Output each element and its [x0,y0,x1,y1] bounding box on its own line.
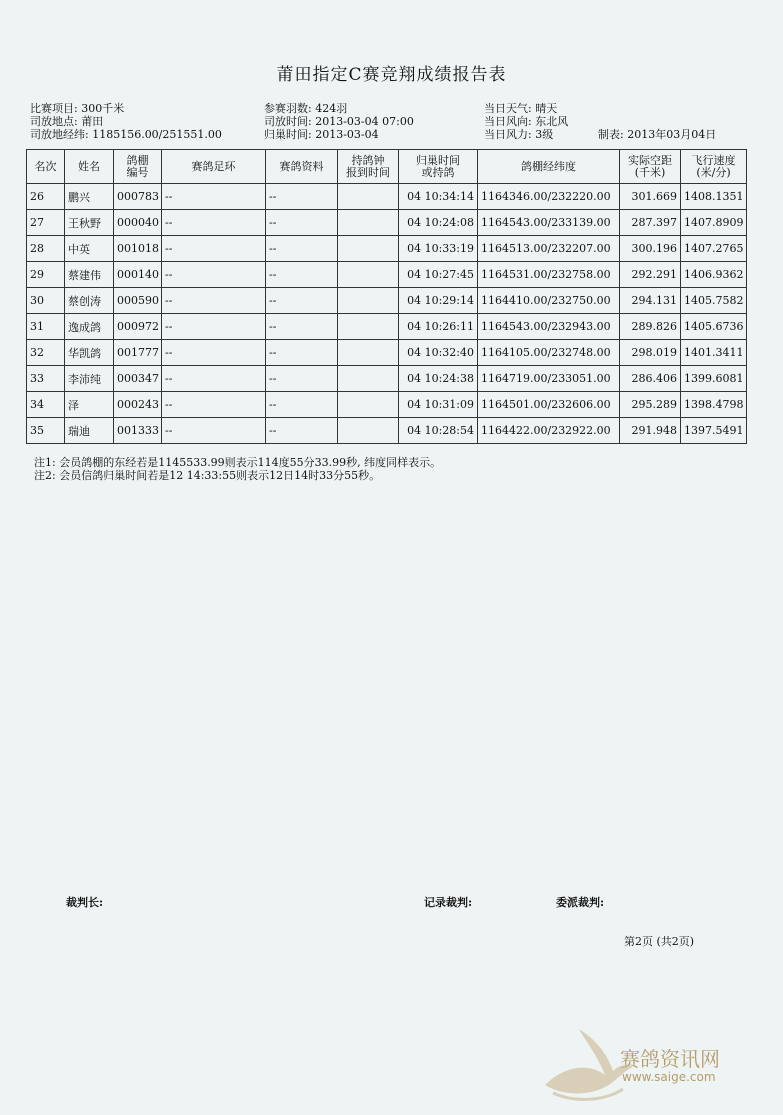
cell-return-time: 04 10:27:45 [399,262,478,288]
cell-speed: 1398.4798 [681,392,747,418]
cell-loft-coords: 1164531.00/232758.00 [478,262,620,288]
header-clock-time: 持鸽钟 报到时间 [338,150,399,184]
cell-distance: 291.948 [620,418,681,444]
note-2: 注2: 会员信鸽归巢时间若是12 14:33:55则表示12日14时33分55秒。 [34,469,381,482]
cell-ring: -- [162,288,266,314]
cell-speed: 1401.3411 [681,340,747,366]
cell-loft-id: 001777 [114,340,162,366]
watermark-text: 赛鸽资讯网 [620,1047,720,1071]
cell-speed: 1407.8909 [681,210,747,236]
cell-name: 王秋野 [65,210,114,236]
cell-loft-id: 001018 [114,236,162,262]
header-distance: 实际空距 (千米) [620,150,681,184]
cell-return-time: 04 10:28:54 [399,418,478,444]
info-column-3 [484,102,568,141]
entry-count: 参赛羽数: 424羽 [264,102,348,115]
cell-speed: 1399.6081 [681,366,747,392]
cell-clock-time [338,392,399,418]
cell-bird-info: -- [266,314,338,340]
cell-name: 逸成鸽 [65,314,114,340]
cell-loft-coords: 1164346.00/232220.00 [478,184,620,210]
cell-name: 蔡建伟 [65,262,114,288]
cell-return-time: 04 10:24:08 [399,210,478,236]
cell-loft-id: 000243 [114,392,162,418]
cell-name: 华凯鸽 [65,340,114,366]
table-row [27,262,747,288]
header-loft-coords: 鸽棚经纬度 [478,150,620,184]
cell-return-time: 04 10:34:14 [399,184,478,210]
cell-bird-info: -- [266,366,338,392]
cell-speed: 1407.2765 [681,236,747,262]
info-column-1 [30,102,222,141]
cell-loft-id: 000140 [114,262,162,288]
release-time: 司放时间: 2013-03-04 07:00 [264,115,414,128]
header-name: 姓名 [65,150,114,184]
cell-name: 蔡创涛 [65,288,114,314]
cell-rank: 33 [27,366,65,392]
recorder-signature-label: 记录裁判: [424,896,473,909]
cell-loft-coords: 1164543.00/233139.00 [478,210,620,236]
table-row [27,236,747,262]
referee-signature-label: 裁判长: [66,896,104,909]
cell-clock-time [338,210,399,236]
cell-loft-id: 000972 [114,314,162,340]
cell-rank: 35 [27,418,65,444]
cell-ring: -- [162,340,266,366]
header-loft-id: 鸽棚 编号 [114,150,162,184]
cell-ring: -- [162,314,266,340]
cell-return-time: 04 10:32:40 [399,340,478,366]
cell-rank: 26 [27,184,65,210]
cell-bird-info: -- [266,392,338,418]
cell-bird-info: -- [266,288,338,314]
cell-return-time: 04 10:24:38 [399,366,478,392]
header-rank: 名次 [27,150,65,184]
wind-direction: 当日风向: 东北风 [484,115,569,128]
cell-clock-time [338,236,399,262]
cell-distance: 292.291 [620,262,681,288]
table-header-row [27,150,747,184]
watermark-url: www.saige.com [622,1070,716,1084]
cell-loft-id: 000783 [114,184,162,210]
cell-distance: 300.196 [620,236,681,262]
cell-bird-info: -- [266,236,338,262]
cell-loft-id: 000040 [114,210,162,236]
made-date: 制表: 2013年03月04日 [598,128,717,141]
cell-speed: 1405.6736 [681,314,747,340]
header-speed: 飞行速度 (米/分) [681,150,747,184]
results-table [26,149,747,444]
cell-loft-coords: 1164719.00/233051.00 [478,366,620,392]
cell-speed: 1406.9362 [681,262,747,288]
cell-return-time: 04 10:29:14 [399,288,478,314]
cell-name: 李沛纯 [65,366,114,392]
cell-return-time: 04 10:26:11 [399,314,478,340]
cell-distance: 301.669 [620,184,681,210]
cell-name: 瑞迪 [65,418,114,444]
cell-loft-id: 000347 [114,366,162,392]
cell-ring: -- [162,418,266,444]
cell-rank: 27 [27,210,65,236]
cell-distance: 289.826 [620,314,681,340]
cell-loft-id: 000590 [114,288,162,314]
cell-bird-info: -- [266,340,338,366]
note-1: 注1: 会员鸽棚的东经若是1145533.99则表示114度55分33.99秒, 纬度同样表示。 [34,456,442,469]
table-row [27,184,747,210]
cell-loft-coords: 1164543.00/232943.00 [478,314,620,340]
cell-ring: -- [162,392,266,418]
header-ring: 赛鸽足环 [162,150,266,184]
cell-loft-coords: 1164513.00/232207.00 [478,236,620,262]
cell-rank: 30 [27,288,65,314]
cell-return-time: 04 10:31:09 [399,392,478,418]
release-location: 司放地点: 莆田 [30,115,104,128]
cell-loft-coords: 1164501.00/232606.00 [478,392,620,418]
cell-ring: -- [162,366,266,392]
cell-speed: 1405.7582 [681,288,747,314]
table-row [27,418,747,444]
cell-clock-time [338,288,399,314]
cell-clock-time [338,184,399,210]
cell-clock-time [338,314,399,340]
cell-name: 中英 [65,236,114,262]
report-title: 莆田指定C赛竞翔成绩报告表 [276,65,507,85]
cell-return-time: 04 10:33:19 [399,236,478,262]
notes [34,456,441,482]
cell-loft-coords: 1164410.00/232750.00 [478,288,620,314]
table-row [27,210,747,236]
cell-clock-time [338,340,399,366]
delegate-signature-label: 委派裁判: [556,896,605,909]
cell-clock-time [338,418,399,444]
cell-bird-info: -- [266,418,338,444]
header-bird-info: 赛鸽资料 [266,150,338,184]
header-return-time: 归巢时间 或持鸽 [399,150,478,184]
cell-bird-info: -- [266,262,338,288]
cell-speed: 1408.1351 [681,184,747,210]
cell-ring: -- [162,262,266,288]
cell-loft-coords: 1164105.00/232748.00 [478,340,620,366]
cell-ring: -- [162,184,266,210]
cell-name: 泽 [65,392,114,418]
table-row [27,366,747,392]
cell-distance: 295.289 [620,392,681,418]
cell-clock-time [338,366,399,392]
cell-rank: 31 [27,314,65,340]
cell-rank: 29 [27,262,65,288]
weather: 当日天气: 晴天 [484,102,558,115]
page-number: 第2页 (共2页) [624,935,695,948]
cell-clock-time [338,262,399,288]
table-row [27,314,747,340]
cell-distance: 298.019 [620,340,681,366]
cell-loft-id: 001333 [114,418,162,444]
release-coordinates: 司放地经纬: 1185156.00/251551.00 [30,128,222,141]
cell-rank: 32 [27,340,65,366]
cell-distance: 286.406 [620,366,681,392]
cell-name: 鹏兴 [65,184,114,210]
cell-ring: -- [162,210,266,236]
cell-distance: 294.131 [620,288,681,314]
cell-ring: -- [162,236,266,262]
return-date: 归巢时间: 2013-03-04 [264,128,379,141]
table-row [27,288,747,314]
table-row [27,340,747,366]
cell-speed: 1397.5491 [681,418,747,444]
cell-bird-info: -- [266,210,338,236]
cell-distance: 287.397 [620,210,681,236]
cell-rank: 28 [27,236,65,262]
race-item: 比赛项目: 300千米 [30,102,125,115]
cell-rank: 34 [27,392,65,418]
wind-force: 当日风力: 3级 [484,128,554,141]
cell-bird-info: -- [266,184,338,210]
cell-loft-coords: 1164422.00/232922.00 [478,418,620,444]
table-row [27,392,747,418]
info-column-2 [264,102,414,141]
